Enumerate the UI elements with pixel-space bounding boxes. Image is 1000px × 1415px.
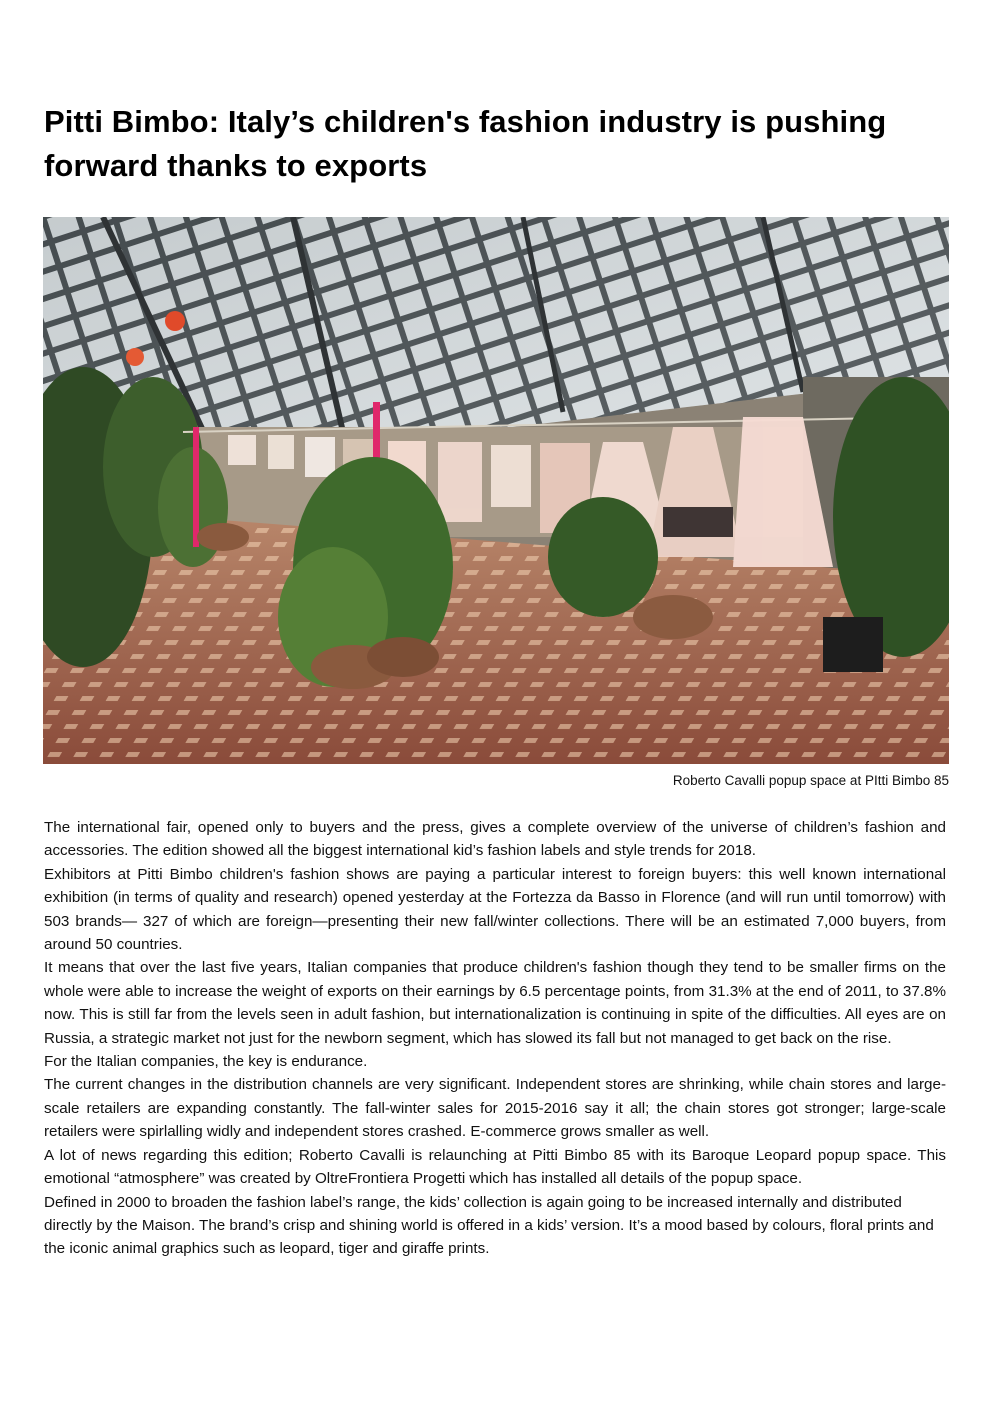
article-body bbox=[44, 816, 946, 1261]
paragraph: For the Italian companies, the key is endurance. bbox=[44, 1053, 368, 1071]
greenhouse-popup-photo bbox=[43, 217, 949, 764]
paragraph: It means that over the last five years, Italian companies that produce children's fashion though they tend to be smaller firms on the whole were able to increase the weight of exports on their earnings by 6.5 percentage points, from 31.3% at the end of 2011, to 37.8% now. This is still far from the levels seen in adult fashion, but internationalization is continuing in spite of the difficulties. All eyes are on Russia, a strategic market not just for the newborn segment, which has slowed its fall but not managed to get back on the rise. bbox=[44, 959, 946, 1047]
paragraph: Exhibitors at Pitti Bimbo children's fashion shows are paying a particular interest to foreign buyers: this well known international exhibition (in terms of quality and research) opened yesterday at the Fortezza da Basso in Florence (and will run until tomorrow) with 503 brands— 327 of which are foreign—presenting their new fall/winter collections. There will be an estimated 7,000 buyers, from around 50 countries. bbox=[44, 865, 946, 954]
paragraph: Defined in 2000 to broaden the fashion label’s range, the kids’ collection is again going to be increased internally and distributed directly by the Maison. The brand’s crisp and shining world is offered in a kids’ version. It’s a mood based by colours, floral prints and the iconic animal graphics such as leopard, tiger and giraffe prints. bbox=[44, 1193, 934, 1258]
article-photo bbox=[43, 217, 949, 764]
article-title: Pitti Bimbo: Italy’s children's fashion industry is pushing forward thanks to exports bbox=[44, 104, 887, 183]
photo-caption: Roberto Cavalli popup space at PItti Bimbo 85 bbox=[672, 773, 949, 788]
paragraph: The current changes in the distribution channels are very significant. Independent stores are shrinking, while chain stores and large-scale retailers are expanding constantly. The fall-winter sales for 2015-2016 say it all; the chain stores got stronger; large-scale retailers were spirlalling widly and independent stores crashed. E-commerce grows smaller as well. bbox=[44, 1076, 946, 1141]
paragraph: A lot of news regarding this edition; Roberto Cavalli is relaunching at Pitti Bimbo 85 with its Baroque Leopard popup space. This emotional “atmosphere” was created by OltreFrontiera Progetti which has installed all details of the popup space. bbox=[44, 1146, 946, 1188]
paragraph: The international fair, opened only to buyers and the press, gives a complete overview of the universe of children’s fashion and accessories. The edition showed all the biggest international kid’s fashion labels and style trends for 2018. bbox=[44, 819, 946, 860]
